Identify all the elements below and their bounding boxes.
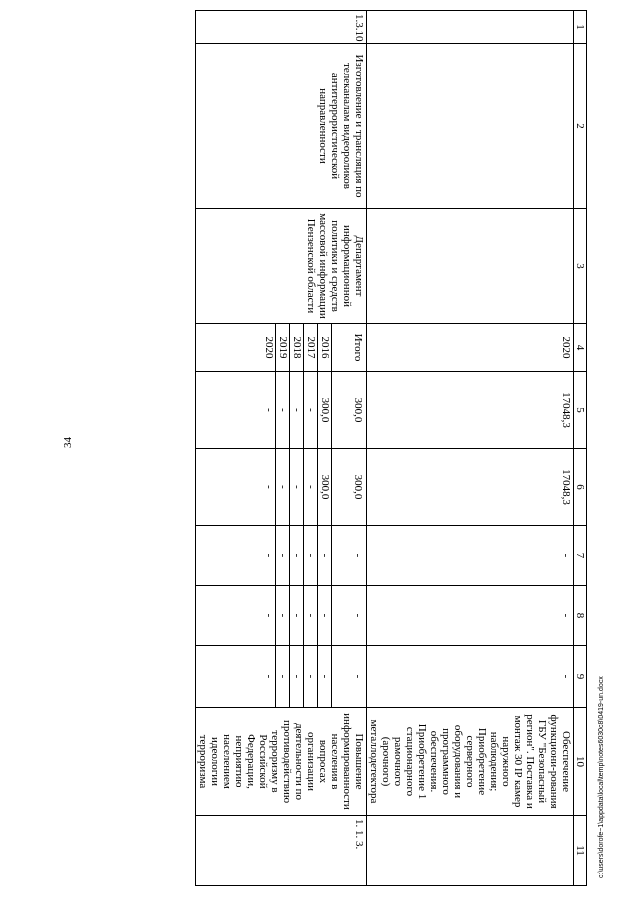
cell-years	[196, 324, 367, 372]
total-value: -	[352, 674, 364, 679]
total-value: -	[352, 613, 364, 618]
cell-executor	[367, 209, 574, 324]
year-amount: -	[290, 586, 304, 645]
cell-regional-budget: 17048,3	[367, 449, 574, 526]
year-amount: -	[276, 449, 290, 525]
year-amount: -	[276, 646, 290, 707]
cell-activity: Изготовление и трансляция по телеканалам видеороликов антитеррористической направленности	[196, 44, 367, 209]
total-value: 300,0	[352, 474, 364, 500]
col-header: 5	[574, 372, 587, 449]
cell-local-budget: -	[367, 586, 574, 646]
year-value: 2016	[318, 324, 332, 371]
footer-file-path: c:\users\dorofe~1\appdata\local\temp\notes6030c8\0419-un.docx	[598, 676, 605, 878]
cell-total	[196, 372, 367, 449]
cell-other-sources: -	[367, 646, 574, 708]
cell-indicator	[367, 816, 574, 886]
col-header: 3	[574, 209, 587, 324]
year-total-label: Итого	[352, 333, 364, 362]
year-amount: -	[263, 408, 275, 412]
year-amount: 300,0	[318, 449, 332, 525]
rotated-table-container	[77, 10, 587, 885]
year-amount: -	[263, 674, 275, 679]
year-amount: -	[290, 526, 304, 585]
year-amount: -	[276, 372, 290, 448]
year-amount: -	[263, 485, 275, 489]
total-value: -	[352, 553, 364, 558]
cell-other-sources	[196, 646, 367, 708]
year-amount: -	[304, 372, 318, 448]
cell-regional-budget	[196, 449, 367, 526]
cell-total: 17048,3	[367, 372, 574, 449]
cell-year: 2020	[367, 324, 574, 372]
year-amount: -	[318, 646, 332, 707]
year-amount: -	[318, 526, 332, 585]
cell-federal-budget	[196, 526, 367, 586]
cell-indicator: 1. 1. 3.	[196, 816, 367, 886]
col-header: 10	[574, 708, 587, 816]
program-table	[195, 10, 587, 886]
cell-executor: Департамент информационной политики и средств массовой информации Пензенской области	[196, 209, 367, 324]
year-amount: -	[290, 372, 304, 448]
year-amount: -	[304, 646, 318, 707]
col-header: 4	[574, 324, 587, 372]
cell-activity	[367, 44, 574, 209]
year-list	[262, 324, 332, 371]
cell-result: Обеспечение функциони-рования ГБУ "Безопасный регион". Поставка и монтаж 30 IP камер наружного наблюдения; Приобретение серверного оборудования и программного обеспечения. Приобретение 1 стационарного рамочного (арочного) металлодетектора	[367, 708, 574, 816]
page-number: 34	[62, 437, 74, 448]
col-header: 7	[574, 526, 587, 586]
year-amount: -	[263, 553, 275, 558]
column-numbers-row	[574, 11, 587, 886]
year-amount: -	[318, 586, 332, 645]
table-row	[196, 11, 367, 886]
col-header: 2	[574, 44, 587, 209]
cell-number	[367, 11, 574, 44]
year-amount: -	[263, 613, 275, 618]
year-value: 2017	[304, 324, 318, 371]
cell-federal-budget: -	[367, 526, 574, 586]
col-header: 9	[574, 646, 587, 708]
year-value: 2018	[290, 324, 304, 371]
col-header: 1	[574, 11, 587, 44]
year-amount: -	[304, 449, 318, 525]
col-header: 11	[574, 816, 587, 886]
cell-result: Повышение информированности населения в вопросах организации деятельности по противодействию терроризму в Российской Федерации, неприятию населением идеологии терроризма	[196, 708, 367, 816]
col-header: 8	[574, 586, 587, 646]
year-amount: -	[304, 586, 318, 645]
year-value: 2020	[263, 336, 275, 359]
year-value: 2019	[276, 324, 290, 371]
year-amount: -	[276, 586, 290, 645]
year-amount: -	[276, 526, 290, 585]
cell-local-budget	[196, 586, 367, 646]
year-amount: -	[290, 646, 304, 707]
table-row	[367, 11, 574, 886]
total-value: 300,0	[352, 397, 364, 423]
year-amount: -	[290, 449, 304, 525]
col-header: 6	[574, 449, 587, 526]
cell-number: 1.3.10	[196, 11, 367, 44]
year-amount: -	[304, 526, 318, 585]
year-amount: 300,0	[318, 372, 332, 448]
